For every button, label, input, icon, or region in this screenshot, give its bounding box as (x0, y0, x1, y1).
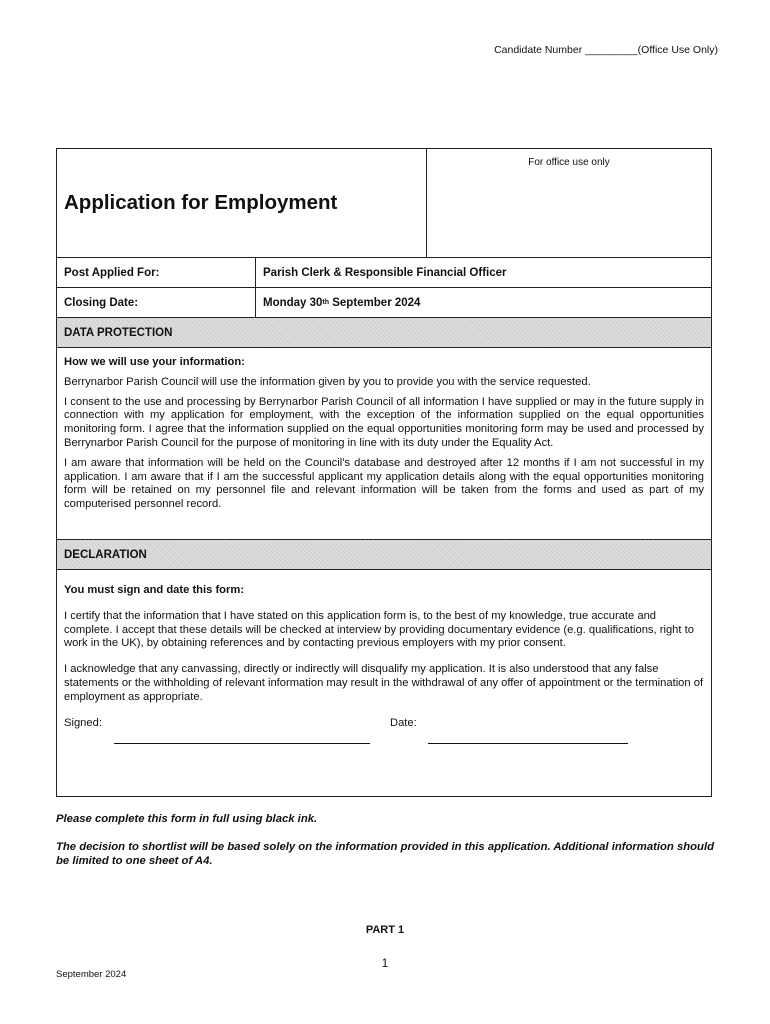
declaration-subheading: You must sign and date this form: (64, 584, 245, 596)
footer-date: September 2024 (56, 969, 127, 980)
data-protection-subheading: How we will use your information: (64, 356, 245, 368)
instructions (56, 812, 716, 882)
declaration-paragraph: I certify that the information that I have stated on this application form is, to the best of my knowledge, true accurate and complete. I accept that these details will be checked at interview by providing documentary evidence (e.g. qualifications, right to work in the UK), by obtaining references and by contacting previous employers with my prior consent. (64, 609, 694, 650)
post-applied-row (57, 258, 711, 288)
date-field[interactable] (428, 743, 628, 744)
data-protection-paragraph: Berrynarbor Parish Council will use the information given by you to provide you with the service requested. (64, 375, 591, 388)
declaration-body (57, 570, 711, 796)
closing-date-value: Monday 30 th September 2024 (263, 296, 421, 309)
declaration-paragraph: I acknowledge that any canvassing, directly or indirectly will disqualify my application. It is also understood that any false statements or the withholding of relevant information may result in the withdrawal of any offer of appointment or the termination of employment as appropriate. (64, 663, 704, 703)
declaration-heading: DECLARATION (57, 540, 711, 570)
post-applied-value: Parish Clerk & Responsible Financial Officer (263, 266, 507, 279)
date-label: Date: (390, 716, 417, 729)
closing-date-label: Closing Date: (57, 288, 256, 317)
closing-date-day: Monday 30 (263, 296, 323, 309)
page-title: Application for Employment (64, 191, 338, 214)
part-label: PART 1 (365, 924, 405, 936)
form-title-row (57, 149, 711, 258)
page-number: 1 (381, 956, 389, 970)
candidate-number-label: Candidate Number _________(Office Use Only) (494, 44, 718, 56)
signed-label: Signed: (64, 716, 102, 729)
data-protection-heading: DATA PROTECTION (57, 318, 711, 348)
post-applied-label: Post Applied For: (57, 258, 256, 287)
signature-row (64, 717, 704, 761)
data-protection-body (57, 348, 711, 540)
signature-field[interactable] (114, 743, 370, 744)
instruction-note: The decision to shortlist will be based solely on the information provided in this application. Additional information should be limited to one sheet of A4. (56, 841, 714, 867)
closing-date-row (57, 288, 711, 318)
closing-date-rest: September 2024 (329, 296, 421, 309)
data-protection-paragraph: I am aware that information will be held on the Council’s database and destroyed after 12 months if I am not successful in my application. I am aware that if I am the successful applicant my application details along with the equal opportunities monitoring form will be retained on my personnel file and relevant information will be taken from the forms and used as part of my computerised personnel record. (64, 456, 704, 511)
data-protection-paragraph: I consent to the use and processing by Berrynarbor Parish Council of all information I have supplied or may in the future supply in connection with my application for employment, with the exception of the information supplied on the equal opportunities monitoring form. I agree that the information supplied on the equal opportunities monitoring form may be used and processed by Berrynarbor Parish Council for the purpose of monitoring in line with its duty under the Equality Act. (64, 395, 704, 449)
office-use-label: For office use only (528, 157, 610, 168)
application-form (56, 148, 712, 797)
instruction-note: Please complete this form in full using black ink. (56, 813, 318, 825)
office-use-box (427, 149, 711, 257)
title-cell (57, 149, 427, 257)
